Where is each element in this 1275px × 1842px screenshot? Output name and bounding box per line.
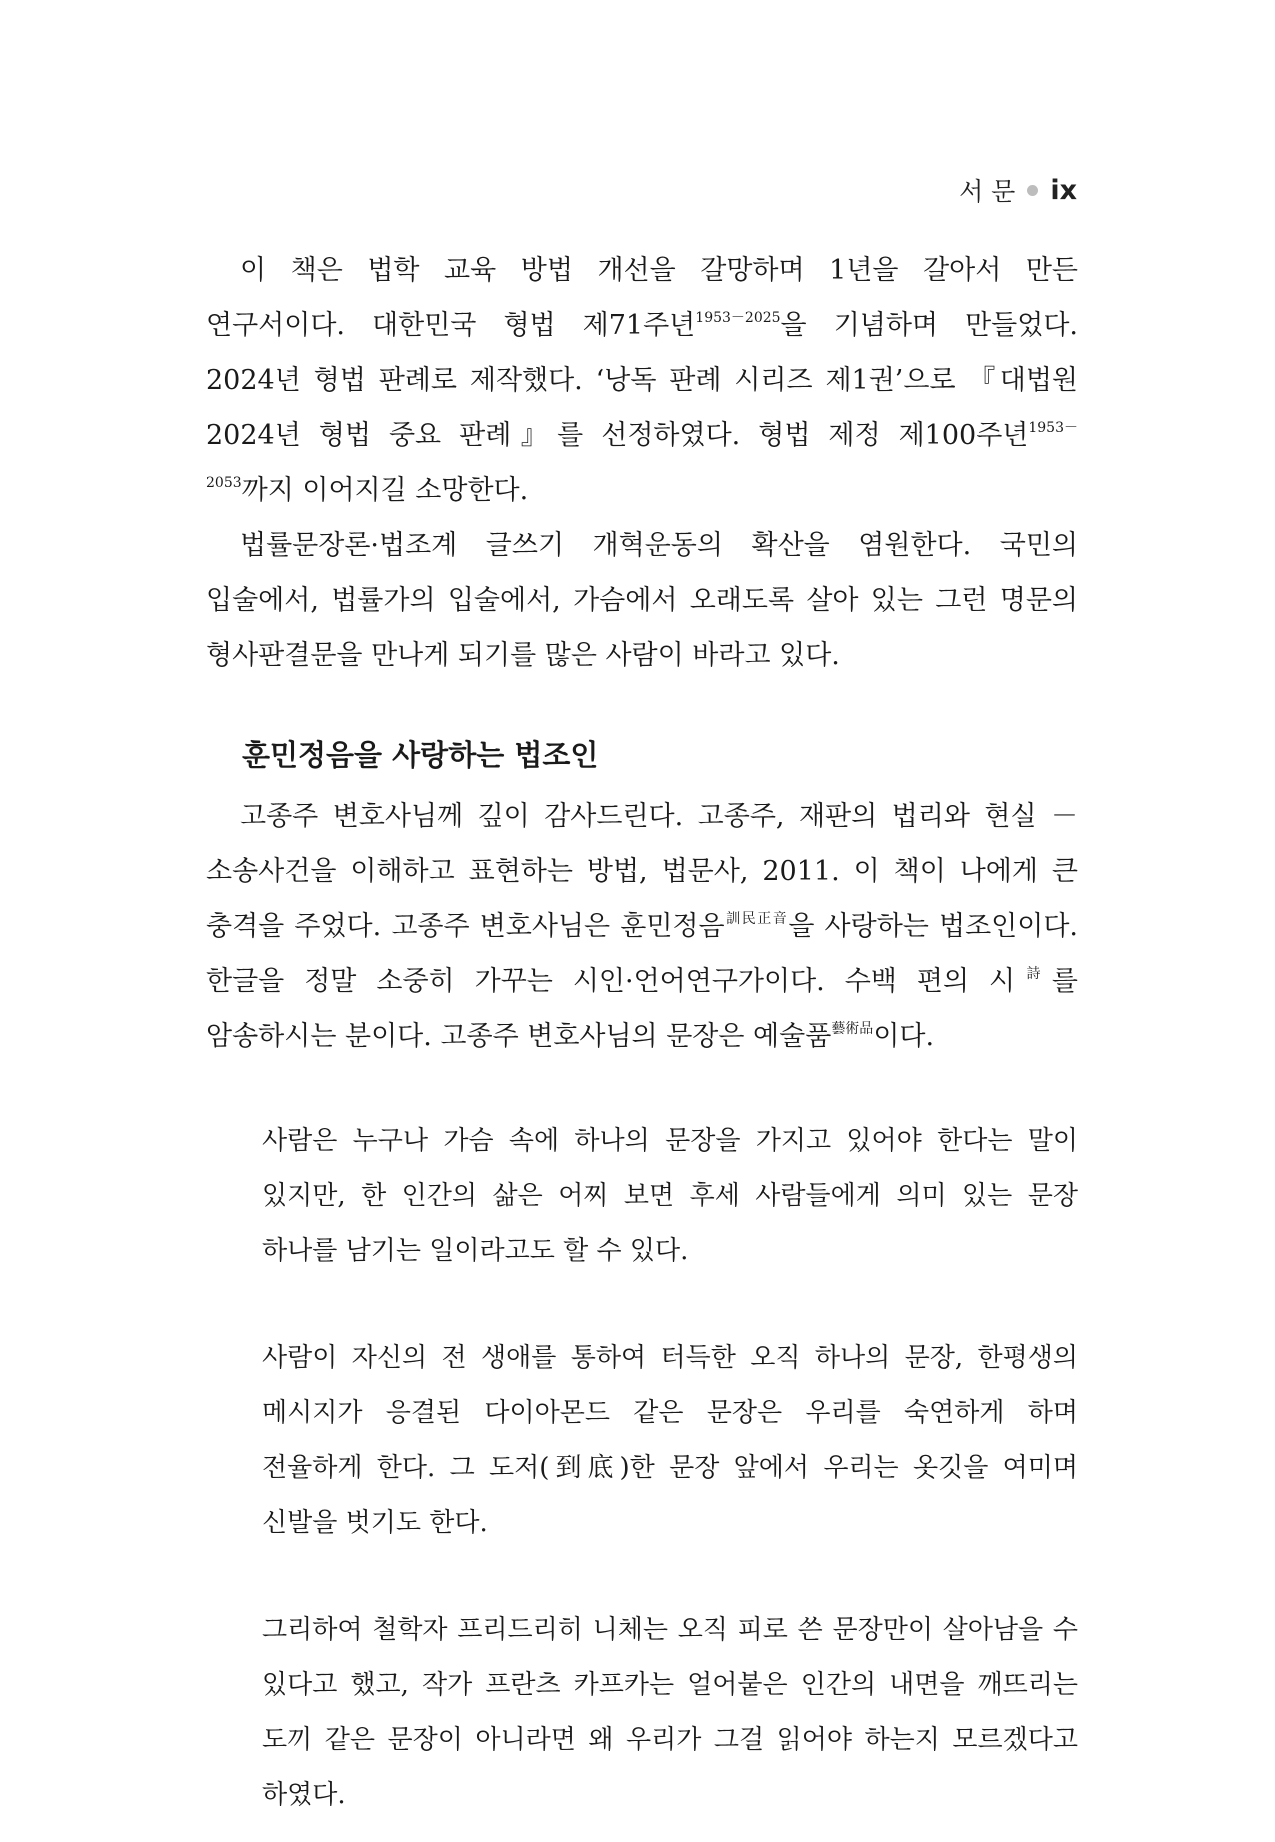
page-number: ix xyxy=(1050,174,1077,206)
block-quote: 그리하여 철학자 프리드리히 니체는 오직 피로 쓴 문장만이 살아남을 수 있다고 했고, 작가 프란츠 카프카는 얼어붙은 인간의 내면을 깨뜨리는 도끼 같은 문장이 아니라면 왜 우리가 그걸 읽어야 하는지 모르겠다고 하였다. xyxy=(262,1615,1078,1810)
intro-paragraph-2: 법률문장론·법조계 글쓰기 개혁운동의 확산을 염원한다. 국민의 입술에서, 법률가의 입술에서, 가슴에서 오래도록 살아 있는 그런 명문의 형사판결문을 만나게 되기를 많은 사람이 바라고 있다. xyxy=(206,530,1078,671)
page-body xyxy=(206,243,1078,1823)
bullet-dot-icon xyxy=(1027,185,1038,196)
superscript-years: 1953－2025 xyxy=(695,310,781,326)
block-quote: 사람이 자신의 전 생애를 통하여 터득한 오직 하나의 문장, 한평생의 메시지가 응결된 다이아몬드 같은 문장은 우리를 숙연하게 하며 전율하게 한다. 그 도저(到底)한 문장 앞에서 우리는 옷깃을 여미며 신발을 벗기도 한다. xyxy=(262,1343,1078,1538)
intro-paragraph-1 xyxy=(206,243,1078,518)
text-run: 이다. xyxy=(873,1021,935,1052)
superscript-hanja: 藝術品 xyxy=(831,1021,874,1037)
running-header xyxy=(959,172,1077,208)
block-quote: 사람은 누구나 가슴 속에 하나의 문장을 가지고 있어야 한다는 말이 있지만, 한 인간의 삶은 어찌 보면 후세 사람들에게 의미 있는 문장 하나를 남기는 일이라고도 할 수 있다. xyxy=(262,1126,1078,1266)
text-run: 고종주 변호사님께 깊이 감사드린다. 고종주, 재판의 법리와 현실 －소송사건을 이해하고 표현하는 방법, 법문사, 2011. 이 책이 나에게 큰 충격을 주었다. 고종주 변호사님은 훈민정음 xyxy=(206,801,1078,942)
superscript-years: 1953－2053 xyxy=(206,420,1078,491)
section-title: 서 문 xyxy=(959,177,1016,206)
text-run: 을 사랑하는 법조인이다. 한글을 정말 소중히 가꾸는 시인·언어연구가이다. 수백 편의 시 xyxy=(206,911,1079,997)
section-heading: 훈민정음을 사랑하는 법조인 xyxy=(242,738,599,772)
text-run: 을 기념하며 만들었다. 2024년 형법 판례로 제작했다. ‘낭독 판례 시리즈 제1권’으로 『대법원 2024년 형법 중요 판례』를 선정하였다. 형법 제정 제100주년 xyxy=(206,310,1078,451)
text-run: 를 암송하시는 분이다. 고종주 변호사님의 문장은 예술품 xyxy=(206,966,1079,1052)
superscript-hanja: 詩 xyxy=(1015,966,1052,982)
section-paragraph-1 xyxy=(206,789,1078,1064)
text-run: 까지 이어지길 소망한다. xyxy=(241,475,529,506)
block-quotes xyxy=(206,1114,1078,1823)
superscript-hanja: 訓民正音 xyxy=(724,911,789,927)
text-run: 이 책은 법학 교육 방법 개선을 갈망하며 1년을 갈아서 만든 연구서이다. 대한민국 형법 제71주년 xyxy=(206,255,1078,341)
